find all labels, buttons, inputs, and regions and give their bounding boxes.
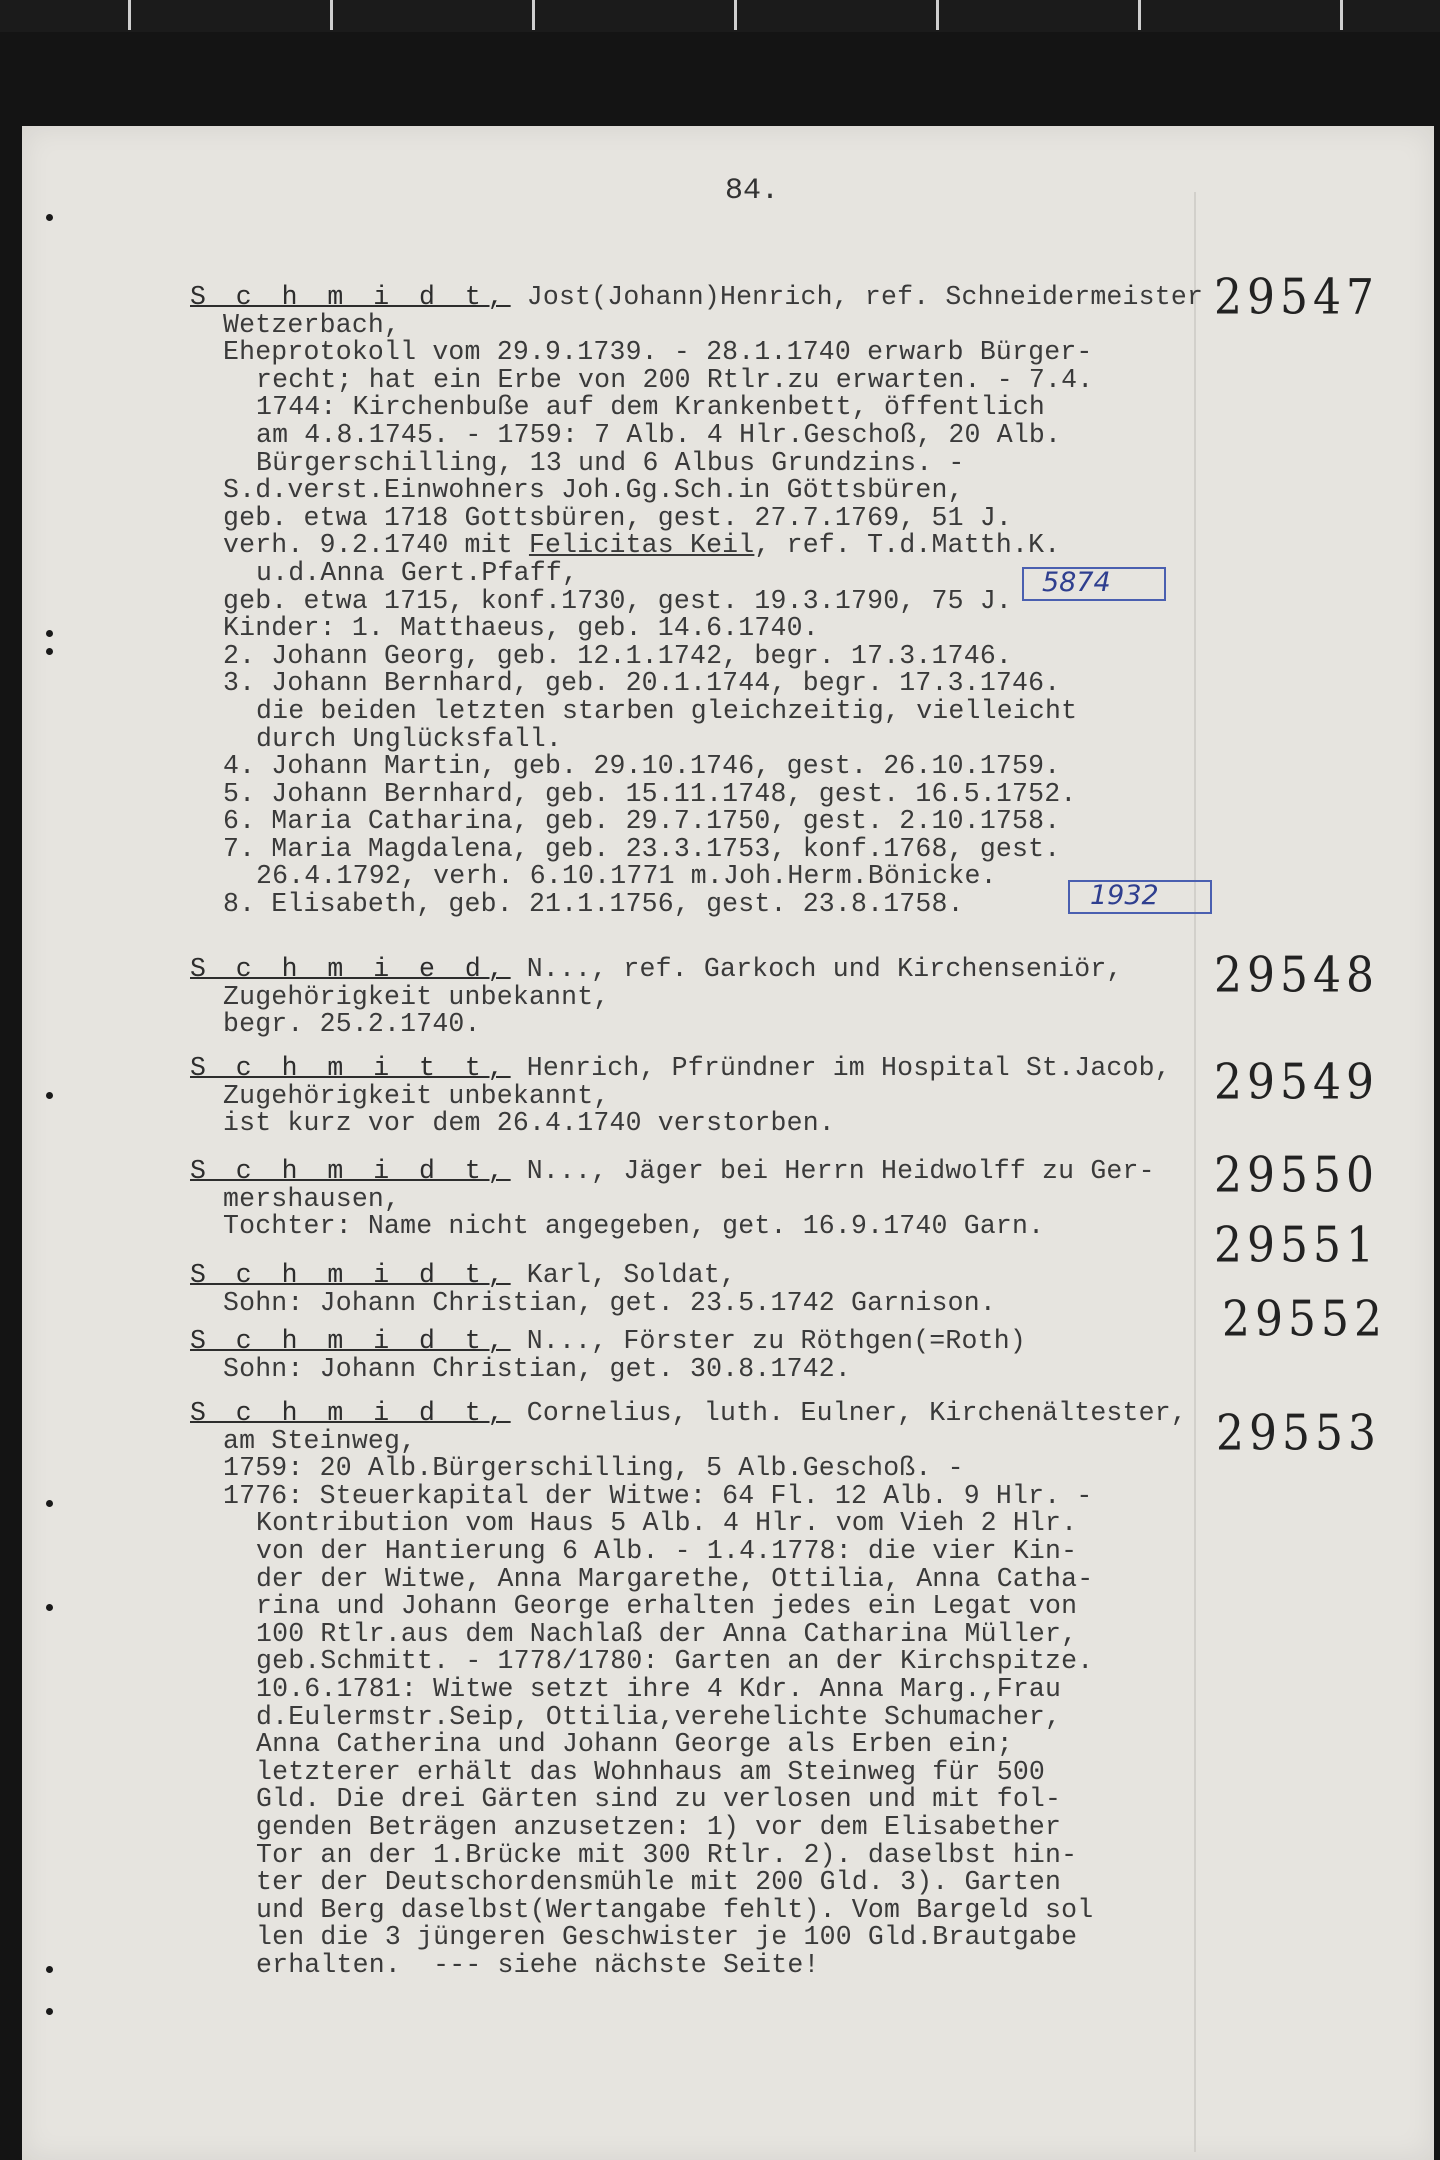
surname: S c h m i d t, [190,1326,511,1356]
film-tick [1340,0,1343,30]
entry-text-line [190,447,1190,478]
entry-text-line [190,1425,1190,1456]
line-text: Zugehörigkeit unbekannt, [223,981,610,1012]
film-edge-strip [0,0,1440,32]
entry-text-line [190,1949,1190,1980]
entry-text-line [190,1648,1190,1676]
entry-text-line [190,1213,1190,1241]
entry-text-line [190,1756,1190,1787]
line-text: Tochter: Name nicht angegeben, get. 16.9.1740 Garn. [223,1211,1045,1242]
line-text: 10.6.1781: Witwe setzt ihre 4 Kdr. Anna Marg.,Frau [256,1673,1062,1704]
line-text: erhalten. --- siehe nächste Seite! [256,1949,820,1980]
entry-29551 [190,1262,1190,1317]
line-text: am Steinweg, [223,1425,417,1456]
entry-text-line [190,532,1190,560]
line-text: 100 Rtlr.aus dem Nachlaß der Anna Catharina Müller, [256,1618,1078,1649]
film-tick [1138,0,1141,30]
line-text: Eheprotokoll vom 29.9.1739. - 28.1.1740 erwarb Bürger- [223,337,1093,368]
line-text: ter der Deutschordensmühle mit 200 Gld. 3). Garten [256,1867,1062,1898]
line-text: mershausen, [223,1183,401,1214]
line-text: Zugehörigkeit unbekannt, [223,1080,610,1111]
entry-text-line [190,339,1190,367]
line-text: N..., ref. Garkoch und Kirchenseniör, [510,954,1123,984]
entry-text-line [190,1183,1190,1214]
surname: S c h m i t t, [190,1053,511,1083]
entry-text-line [190,1080,1190,1111]
line-text: d.Eulermstr.Seip, Ottilia,verehelichte Schumacher, [256,1701,1062,1732]
line-text: S.d.verst.Einwohners Joh.Gg.Sch.in Göttsbüren, [223,475,964,506]
line-text: letzterer erhält das Wohnhaus am Steinweg für 500 [256,1756,1046,1787]
line-text: geb. etwa 1715, konf.1730, gest. 19.3.1790, 75 J. [223,585,1013,616]
entry-text-line [190,833,1190,864]
punch-hole [46,2008,53,2015]
line-text: Jost(Johann)Henrich, ref. Schneidermeister [510,282,1204,312]
entry-text-line [190,640,1190,671]
annotation-text-1: 5874 [1042,567,1111,598]
line-text: Sohn: Johann Christian, get. 23.5.1742 Garnison. [223,1287,996,1318]
entry-number: 29553 [1216,1405,1381,1462]
punch-hole [46,1092,53,1099]
line-text: von der Hantierung 6 Alb. - 1.4.1778: die vier Kin- [256,1535,1078,1566]
entry-text-line [190,1731,1190,1759]
line-text: geb. etwa 1718 Gottsbüren, gest. 27.7.1769, 51 J. [223,502,1013,533]
entry-29549 [190,1055,1190,1138]
line-text: verh. 9.2.1740 mit Felicitas Keil, ref. T.d.Matth.K. [223,530,1061,561]
entry-text-line [190,1786,1190,1814]
line-text: N..., Förster zu Röthgen(=Roth) [510,1326,1026,1356]
line-text: 1744: Kirchenbuße auf dem Krankenbett, öffentlich [256,392,1046,423]
entry-text-line [190,1894,1190,1925]
entry-heading-line [190,1055,1190,1083]
line-text: 8. Elisabeth, geb. 21.1.1756, gest. 23.8.1758. [223,889,964,920]
line-text: recht; hat ein Erbe von 200 Rtlr.zu erwarten. - 7.4. [256,364,1094,395]
line-text: Sohn: Johann Christian, get. 30.8.1742. [223,1353,852,1384]
entry-number: 29547 [1214,269,1379,326]
entry-heading-line [190,282,1204,312]
line-text: genden Beträgen anzusetzen: 1) vor dem Elisabether [256,1811,1062,1842]
entry-number: 29551 [1214,1217,1379,1274]
surname: S c h m i d t, [190,1260,511,1290]
film-tick [532,0,535,30]
line-text: der der Witwe, Anna Margarethe, Ottilia, Anna Catha- [256,1563,1094,1594]
entry-text-line [190,1593,1190,1621]
line-text: u.d.Anna Gert.Pfaff, [256,557,579,588]
entry-text-line [190,670,1190,698]
entry-text-line [190,1811,1190,1842]
entry-text-line [190,981,1190,1012]
entry-text-line [190,891,1190,919]
entry-text-line [190,1618,1190,1649]
entry-heading-line [190,1400,1190,1428]
line-text: Bürgerschilling, 13 und 6 Albus Grundzins. - [256,447,965,478]
entry-text-line [190,863,1190,891]
entry-text-line [190,1480,1190,1511]
entry-text-line [190,1869,1190,1897]
line-text: 4. Johann Martin, geb. 29.10.1746, gest. 26.10.1759. [223,751,1061,782]
line-text: die beiden letzten starben gleichzeitig, vielleicht [256,695,1078,726]
film-tick [734,0,737,30]
entry-text-line [190,723,1190,754]
entry-text-line [190,1353,1190,1384]
punch-hole [46,1500,53,1507]
line-text: N..., Jäger bei Herrn Heidwolff zu Ger- [510,1156,1155,1186]
entry-29550 [190,1158,1190,1241]
entry-text-line [190,1535,1190,1566]
line-text: 2. Johann Georg, geb. 12.1.1742, begr. 17.3.1746. [223,640,1013,671]
film-tick [936,0,939,30]
line-text: und Berg daselbst(Wertangabe fehlt). Vom Bargeld sol [256,1894,1094,1925]
punch-hole [46,1966,53,1973]
line-text: Wetzerbach, [223,309,401,340]
entry-text-line [190,1011,1190,1039]
entry-number: 29550 [1214,1147,1379,1204]
entry-text-line [190,419,1190,450]
entry-29547 [190,282,1204,920]
entry-text-line [190,1701,1190,1732]
line-text: Henrich, Pfründner im Hospital St.Jacob, [510,1053,1171,1083]
entry-29552 [190,1328,1190,1383]
line-text: Karl, Soldat, [510,1260,737,1290]
line-text: rina und Johann George erhalten jedes ein Legat von [256,1591,1078,1622]
entry-text-line [190,778,1190,809]
entry-text-line [190,1110,1190,1138]
entry-text-line [190,477,1190,505]
entry-text-line [190,808,1190,836]
line-text: 26.4.1792, verh. 6.10.1771 m.Joh.Herm.Bönicke. [256,861,997,892]
entry-text-line [190,695,1190,726]
entry-text-line [190,309,1190,340]
surname: S c h m i d t, [190,1156,511,1186]
entry-29553 [190,1400,1190,1979]
surname: S c h m i e d, [190,954,511,984]
line-text: 1759: 20 Alb.Bürgerschilling, 5 Alb.Geschoß. - [223,1453,964,1484]
entry-text-line [190,1455,1190,1483]
entry-heading-line [190,1158,1190,1186]
line-text: geb.Schmitt. - 1778/1780: Garten an der Kirchspitze. [256,1646,1094,1677]
margin-rule [1194,192,1196,2152]
entry-text-line [190,364,1190,395]
entry-number: 29552 [1222,1291,1387,1348]
entry-29548 [190,956,1190,1039]
entry-text-line [190,1924,1190,1952]
punch-hole [46,630,53,637]
annotation-box-1 [1022,567,1166,601]
line-text: Gld. Die drei Gärten sind zu verlosen und mit fol- [256,1784,1062,1815]
entry-heading-line [190,1328,1190,1356]
line-text: am 4.8.1745. - 1759: 7 Alb. 4 Hlr.Geschoß, 20 Alb. [256,419,1062,450]
film-tick [330,0,333,30]
entry-text-line [190,753,1190,781]
punch-hole [46,648,53,655]
line-text: durch Unglücksfall. [256,723,562,754]
entry-text-line [190,394,1190,422]
punch-hole [46,1604,53,1611]
punch-hole [46,214,53,221]
entry-heading-line [190,956,1190,984]
entry-heading-line [190,1262,1190,1290]
line-text: begr. 25.2.1740. [223,1009,481,1040]
line-text: 7. Maria Magdalena, geb. 23.3.1753, konf.1768, gest. [223,833,1061,864]
annotation-text-2: 1932 [1090,880,1159,911]
annotation-box-2 [1068,880,1212,914]
entry-text-line [190,1673,1190,1704]
entry-text-line [190,1510,1190,1538]
entry-text-line [190,502,1190,533]
surname: S c h m i d t, [190,1398,511,1428]
spouse-name: Felicitas Keil [528,530,755,561]
line-text: 6. Maria Catharina, geb. 29.7.1750, gest. 2.10.1758. [223,806,1061,837]
line-text: Kontribution vom Haus 5 Alb. 4 Hlr. vom Vieh 2 Hlr. [256,1508,1078,1539]
line-text: Cornelius, luth. Eulner, Kirchenältester, [510,1398,1187,1428]
entry-number: 29548 [1214,947,1379,1004]
surname: S c h m i d t, [190,282,511,312]
entry-number: 29549 [1214,1054,1379,1111]
film-tick [128,0,131,30]
entry-text-line [190,615,1190,643]
entry-text-line [190,1563,1190,1594]
line-text: Anna Catherina und Johann George als Erben ein; [256,1729,1013,1760]
line-text: 1776: Steuerkapital der Witwe: 64 Fl. 12 Alb. 9 Hlr. - [223,1480,1093,1511]
line-text: ist kurz vor dem 26.4.1740 verstorben. [223,1108,835,1139]
page-number: 84. [725,174,780,208]
line-text: len die 3 jüngeren Geschwister je 100 Gld.Brautgabe [256,1922,1078,1953]
line-text: Tor an der 1.Brücke mit 300 Rtlr. 2). daselbst hin- [256,1839,1078,1870]
line-text: Kinder: 1. Matthaeus, geb. 14.6.1740. [223,613,819,644]
line-text: 5. Johann Bernhard, geb. 15.11.1748, gest. 16.5.1752. [223,778,1077,809]
entry-text-line [190,1287,1190,1318]
entry-text-line [190,1839,1190,1870]
line-text: 3. Johann Bernhard, geb. 20.1.1744, begr. 17.3.1746. [223,668,1061,699]
